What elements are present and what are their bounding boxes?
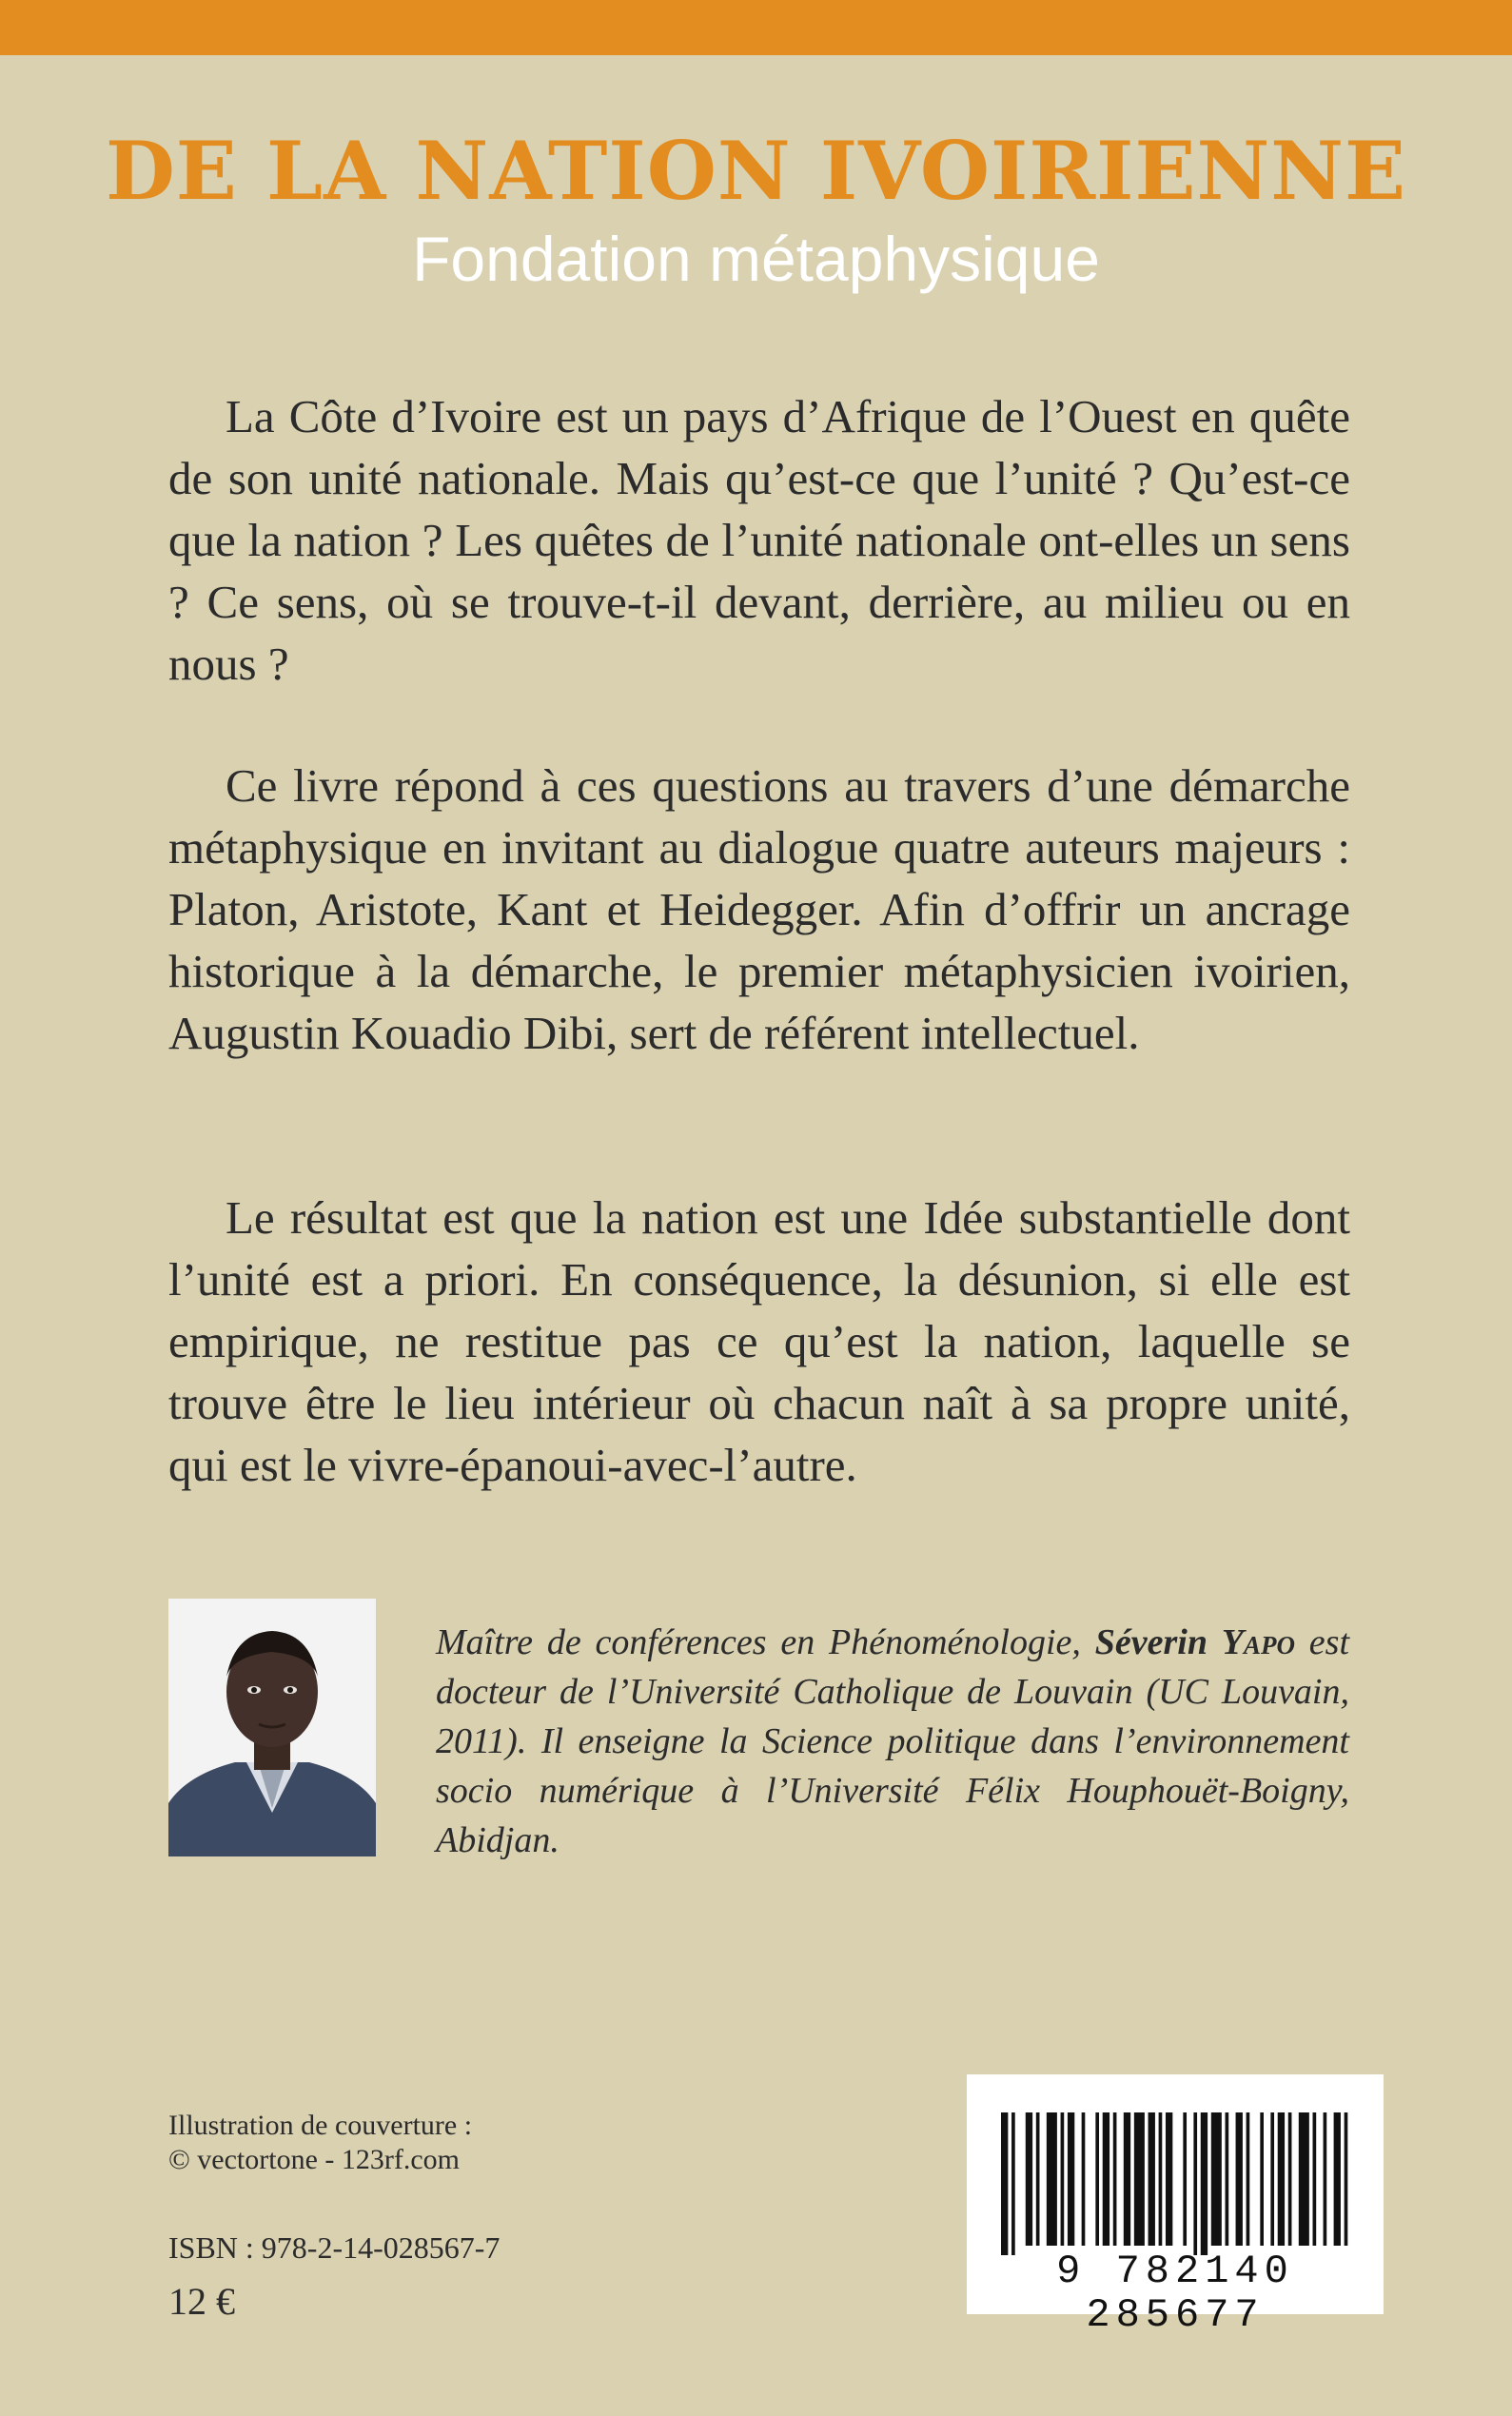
barcode-bar	[1068, 2112, 1074, 2246]
barcode-digits: 9 782140 285677	[1056, 2249, 1294, 2338]
barcode-bar	[1226, 2112, 1229, 2246]
barcode-bar	[1001, 2112, 1008, 2255]
barcode-bar	[1334, 2112, 1341, 2246]
isbn: ISBN : 978-2-14-028567-7	[168, 2230, 501, 2265]
blurb-paragraph-1	[168, 385, 1350, 695]
barcode-bar	[1345, 2112, 1348, 2246]
barcode-bar	[1026, 2112, 1032, 2246]
author-first-name: Séverin	[1094, 1622, 1222, 1662]
barcode-bar	[1036, 2112, 1040, 2246]
barcode-bar	[1278, 2112, 1285, 2246]
barcode-bar	[1270, 2112, 1274, 2246]
author-photo	[168, 1599, 376, 1856]
cover-credits	[168, 2109, 472, 2177]
barcode-bar	[1183, 2112, 1187, 2246]
blurb-paragraph-2	[168, 755, 1350, 1064]
price: 12 €	[168, 2280, 235, 2323]
barcode-bar	[1211, 2112, 1222, 2246]
blurb-paragraph-3	[168, 1187, 1350, 1496]
barcode-bar	[1201, 2112, 1208, 2255]
barcode-bar	[1134, 2112, 1145, 2246]
barcode-bar	[1236, 2112, 1243, 2246]
book-subtitle: Fondation métaphysique	[412, 224, 1100, 294]
barcode-bar	[1082, 2112, 1086, 2246]
credit-source: © vectortone - 123rf.com	[168, 2144, 461, 2175]
barcode-bar	[1103, 2112, 1109, 2246]
barcode-bar	[1324, 2112, 1327, 2246]
credit-label: Illustration de couverture :	[168, 2110, 473, 2141]
barcode-bar	[1159, 2112, 1163, 2246]
author-bio	[436, 1618, 1349, 1865]
bio-intro: Maître de conférences en Phénoménologie,	[436, 1622, 1095, 1662]
author-last-name: Yapo	[1221, 1622, 1295, 1662]
author-portrait-icon	[168, 1599, 376, 1856]
barcode-bar	[1095, 2112, 1099, 2246]
barcode-bar	[1124, 2112, 1130, 2246]
blurb-text: La Côte d’Ivoire est un pays d’Afrique de l’Ouest en quête de son unité nationale. Mais qu’est-ce que l’unité ? Qu’est-ce que la nation ? Les quêtes de l’unité nationale ont-elles un sens ? Ce sens, où se trouve-t-il devant, derrière, au milieu ou en nous ?	[168, 390, 1350, 690]
barcode	[967, 2074, 1384, 2338]
barcode-bar	[1047, 2112, 1057, 2246]
barcode-bar	[1299, 2112, 1309, 2246]
barcode-bar	[1247, 2112, 1250, 2246]
author-name	[1095, 1622, 1295, 1662]
barcode-bar	[1011, 2112, 1015, 2255]
barcode-bars-icon	[967, 2074, 1384, 2255]
bio-details: est docteur de l’Université Catholique de Louvain (UC Louvain, 2011). Il enseigne la Science politique dans l’environnement socio numérique à l’Université Félix Houphouët-Boigny, Abidjan.	[436, 1622, 1350, 1860]
top-accent-band	[0, 0, 1512, 55]
book-title: DE LA NATION IVOIRIENNE	[105, 124, 1407, 218]
blurb-text: Le résultat est que la nation est une Idée substantielle dont l’unité est a priori. En conséquence, la désunion, si elle est empirique, ne restitue pas ce qu’est la nation, laquelle se trouve être le lieu intérieur où chacun naît à sa propre unité, qui est le vivre-épanoui-avec-l’autre.	[168, 1191, 1350, 1491]
barcode-bar	[1288, 2112, 1292, 2246]
barcode-bar	[1166, 2112, 1172, 2246]
barcode-bar	[1061, 2112, 1065, 2246]
barcode-bar	[1113, 2112, 1117, 2246]
barcode-bar	[1193, 2112, 1197, 2255]
barcode-bar	[1313, 2112, 1317, 2246]
barcode-bar	[1149, 2112, 1155, 2246]
barcode-bar	[1260, 2112, 1264, 2246]
blurb-text: Ce livre répond à ces questions au travers d’une démarche métaphysique en invitant au dialogue quatre auteurs majeurs : Platon, Aristote, Kant et Heidegger. Afin d’offrir un ancrage historique à la démarche, le premier métaphysicien ivoirien, Augustin Kouadio Dibi, sert de référent intellectuel.	[168, 759, 1350, 1059]
